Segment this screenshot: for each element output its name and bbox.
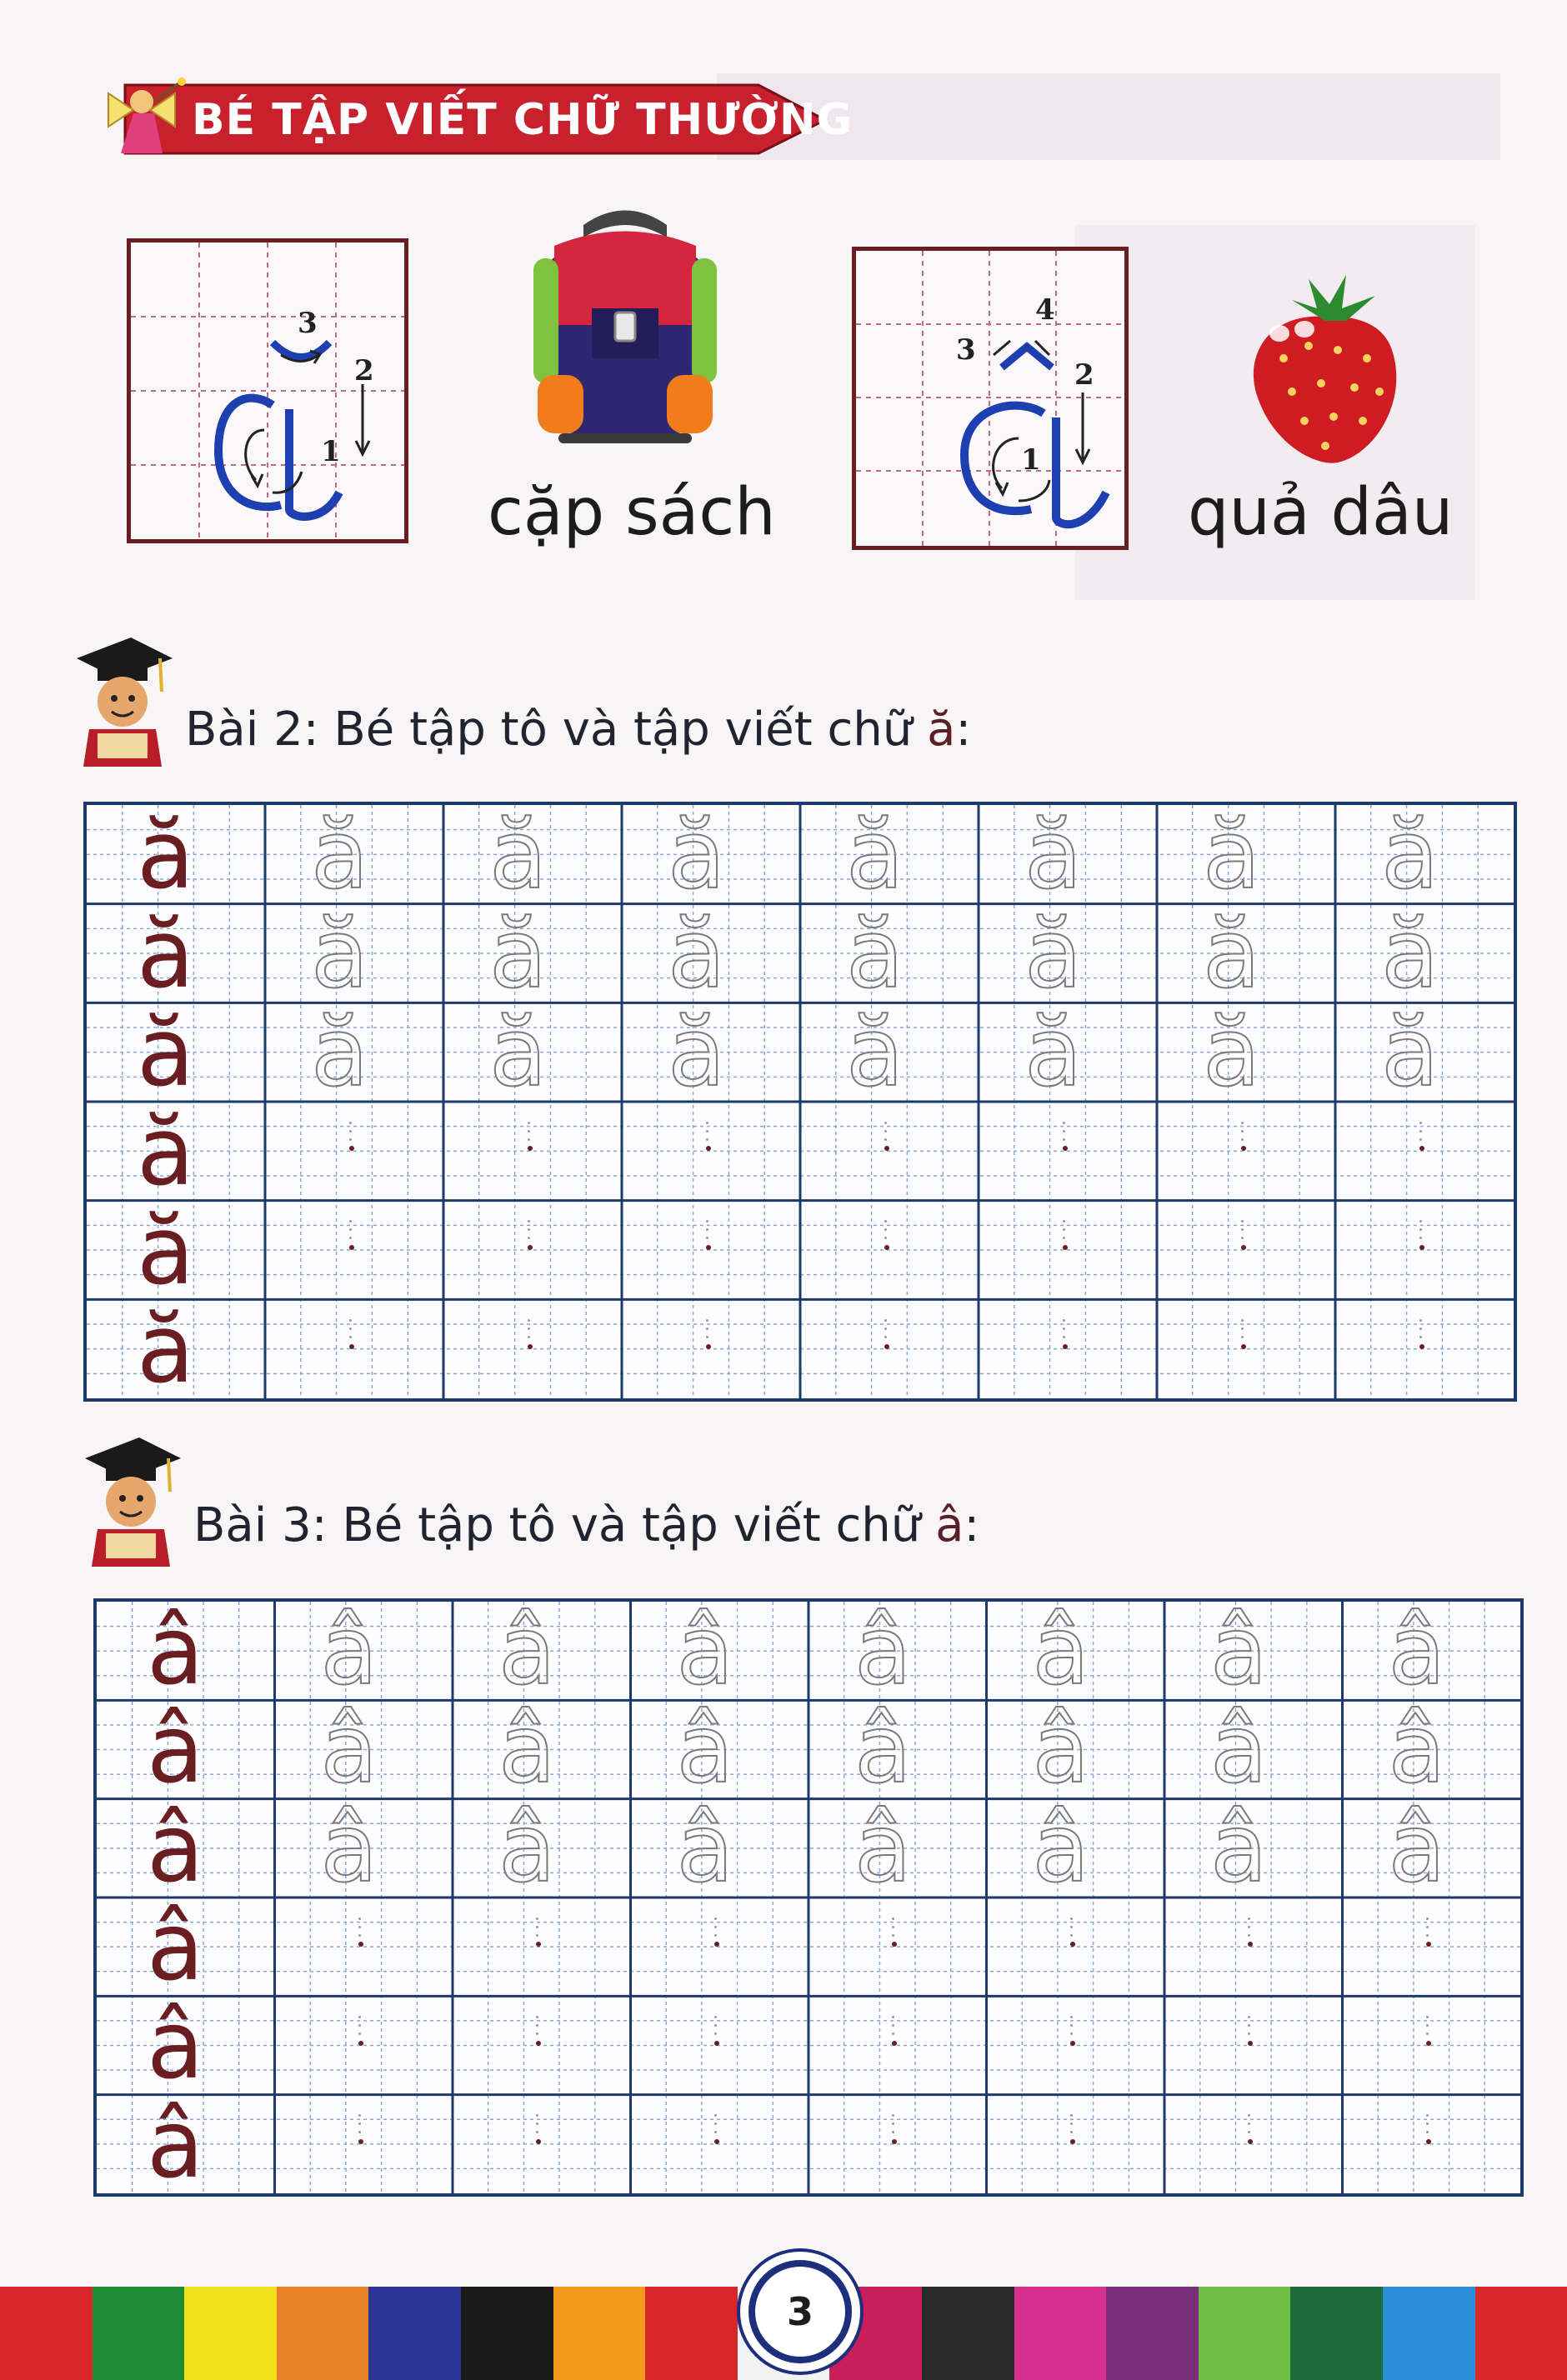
trace-letter[interactable]: â [1388,1696,1446,1805]
trace-letter[interactable]: ă [1381,800,1439,910]
trace-letter[interactable]: â [498,1794,556,1903]
trace-letter[interactable]: ă [668,800,726,910]
guide-dot [884,1319,887,1322]
picture-caption: quả dâu [1188,475,1454,550]
guide-dot [358,2016,361,2018]
guide-dot [706,1138,708,1141]
stroke-guide-diagram [856,251,1124,546]
page-number: 3 [748,2260,852,2363]
stroke-number: 2 [1074,358,1094,392]
guide-dot [349,1328,352,1330]
sample-letter: â [147,1696,204,1805]
guide-dot [1241,1122,1244,1124]
trace-letter[interactable]: ă [311,800,369,910]
start-dot[interactable] [706,1344,711,1349]
exercise-title-text: Bài 2: Bé tập tô và tập viết chữ [185,702,928,757]
guide-dot [1419,1336,1422,1338]
guide-dot [1241,1319,1244,1322]
guide-dot [714,2032,717,2035]
trace-letter[interactable]: â [1210,1598,1268,1706]
start-dot[interactable] [1419,1245,1424,1250]
guide-dot [1070,1934,1073,1937]
guide-dot [1419,1319,1422,1322]
guide-dot [714,1926,717,1928]
guide-dot [1419,1328,1422,1330]
guide-dot [706,1336,708,1338]
start-dot[interactable] [706,1245,711,1250]
guide-dot [884,1328,887,1330]
guide-dot [1241,1138,1244,1141]
guide-dot [1070,2032,1073,2035]
banner-title: BÉ TẬP VIẾT CHỮ THƯỜNG [192,95,854,145]
guide-dot [528,1336,530,1338]
guide-dot [349,1138,352,1141]
start-dot[interactable] [884,1344,889,1349]
start-dot[interactable] [528,1146,533,1151]
trace-letter[interactable]: ă [1381,998,1439,1108]
start-dot[interactable] [1070,2041,1075,2046]
stroke-number: 1 [1021,443,1041,477]
trace-letter[interactable]: ă [668,898,726,1009]
guide-dot [1063,1336,1065,1338]
guide-dot [706,1122,708,1124]
sample-letter: ă [137,1294,195,1405]
trace-letter[interactable]: â [676,1794,734,1903]
trace-letter[interactable]: ă [311,998,369,1108]
guide-dot [1241,1336,1244,1338]
guide-dot [1063,1122,1065,1124]
sample-letter: â [147,1992,204,2101]
start-dot[interactable] [706,1146,711,1151]
guide-dot [1426,2024,1429,2027]
trace-letter[interactable]: ă [1024,898,1083,1009]
guide-dot [1070,2016,1073,2018]
trace-letter[interactable]: â [854,1696,912,1805]
start-dot[interactable] [349,1245,354,1250]
guide-dot [1063,1130,1065,1132]
guide-dot [1063,1328,1065,1330]
start-dot[interactable] [1241,1146,1246,1151]
guide-dot [1426,1926,1429,1928]
guide-dot [714,2024,717,2027]
trace-letter[interactable]: ă [489,800,548,910]
guide-dot [714,2016,717,2018]
guide-dot [706,1328,708,1330]
guide-dot [1070,1918,1073,1920]
trace-letter[interactable]: ă [846,898,904,1009]
writing-grid-lines [87,800,1514,1405]
exercise-title-text: Bài 3: Bé tập tô và tập viết chữ [193,1498,936,1552]
trace-letter[interactable]: ă [846,800,904,910]
strawberry-icon [1242,267,1409,467]
trace-letter[interactable]: â [1032,1696,1090,1805]
page-banner [75,77,854,160]
trace-letter[interactable]: â [498,1598,556,1706]
start-dot[interactable] [1063,1245,1068,1250]
student-icon [77,1433,185,1567]
start-dot[interactable] [1063,1146,1068,1151]
trace-letter[interactable]: ă [489,898,548,1009]
start-dot[interactable] [884,1245,889,1250]
guide-dot [884,1122,887,1124]
sample-letter: â [147,2090,204,2199]
trace-letter[interactable]: ă [1024,800,1083,910]
exercise-3-title [193,1498,979,1552]
sample-letter: ă [137,800,195,910]
trace-letter[interactable]: â [1388,1598,1446,1706]
exercise-2-title [185,702,971,757]
guide-dot [1426,2032,1429,2035]
guide-dot [358,2024,361,2027]
start-dot[interactable] [1241,1245,1246,1250]
guide-dot [1419,1138,1422,1141]
sample-letter: â [147,1794,204,1903]
guide-dot [528,1130,530,1132]
writing-grid-lines [97,1598,1520,2199]
stroke-number: 4 [1035,293,1055,327]
guide-dot [884,1138,887,1141]
guide-dot [706,1130,708,1132]
guide-dot [1241,1130,1244,1132]
guide-dot [1419,1122,1422,1124]
guide-dot [714,1918,717,1920]
guide-dot [358,1934,361,1937]
sample-letter: ă [137,898,195,1009]
guide-dot [528,1328,530,1330]
stroke-guide-a-circumflex [852,247,1129,550]
start-dot[interactable] [884,1146,889,1151]
guide-dot [1419,1130,1422,1132]
exercise-title-suffix: : [955,702,972,757]
trace-letter[interactable]: â [676,1696,734,1805]
guide-dot [528,1138,530,1141]
trace-letter[interactable]: ă [1381,898,1439,1009]
start-dot[interactable] [1070,2139,1075,2144]
trace-letter[interactable]: ă [489,998,548,1108]
trace-letter[interactable]: â [854,1598,912,1706]
writing-grid-exercise-2[interactable] [83,800,1517,1405]
guide-dot [528,1122,530,1124]
trace-letter[interactable]: ă [668,998,726,1108]
guide-dot [349,1319,352,1322]
picture-caption: cặp sách [488,475,776,550]
start-dot[interactable] [1426,2041,1431,2046]
guide-dot [1070,2024,1073,2027]
guide-dot [349,1130,352,1132]
start-dot[interactable] [1426,2139,1431,2144]
start-dot[interactable] [349,1146,354,1151]
exercise-letter: ă [927,702,956,757]
start-dot[interactable] [892,2041,897,2046]
guide-dot [714,1934,717,1937]
stroke-guide-diagram [131,242,404,539]
sample-letter: â [147,1893,204,2002]
trace-letter[interactable]: ă [846,998,904,1108]
guide-dot [1241,1328,1244,1330]
start-dot[interactable] [358,2041,363,2046]
start-dot[interactable] [714,2139,719,2144]
guide-dot [884,1336,887,1338]
stroke-number: 2 [354,354,374,388]
start-dot[interactable] [1419,1344,1424,1349]
sample-letter: ă [137,1195,195,1306]
trace-letter[interactable]: â [1032,1794,1090,1903]
stroke-guide-a-breve [127,238,408,543]
school-bag-icon [525,200,725,450]
trace-letter[interactable]: â [498,1696,556,1805]
start-dot[interactable] [714,2041,719,2046]
start-dot[interactable] [349,1344,354,1349]
guide-dot [358,2032,361,2035]
start-dot[interactable] [536,2041,541,2046]
start-dot[interactable] [528,1344,533,1349]
trace-letter[interactable]: â [1032,1598,1090,1706]
sample-letter: ă [137,1097,195,1207]
trace-letter[interactable]: ă [1203,800,1261,910]
trace-letter[interactable]: ă [311,898,369,1009]
trace-letter[interactable]: â [320,1794,378,1903]
writing-grid-exercise-3[interactable] [93,1598,1524,2197]
trace-letter[interactable]: â [1210,1794,1268,1903]
trace-letter[interactable]: â [320,1696,378,1805]
sample-letter: â [147,1598,204,1706]
stroke-number: 3 [956,333,976,367]
guide-dot [1070,1926,1073,1928]
trace-letter[interactable]: â [1388,1794,1446,1903]
guide-dot [358,1918,361,1920]
start-dot[interactable] [1241,1344,1246,1349]
guide-dot [349,1336,352,1338]
trace-letter[interactable]: ă [1203,898,1261,1009]
guide-dot [358,1926,361,1928]
guide-dot [1426,2016,1429,2018]
trace-letter[interactable]: ă [1203,998,1261,1108]
exercise-title-suffix: : [964,1498,980,1552]
trace-letter[interactable]: â [320,1598,378,1706]
start-dot[interactable] [1248,2041,1253,2046]
start-dot[interactable] [1419,1146,1424,1151]
start-dot[interactable] [528,1245,533,1250]
start-dot[interactable] [1063,1344,1068,1349]
guide-dot [528,1319,530,1322]
stroke-number: 1 [321,435,341,468]
guide-dot [1426,1918,1429,1920]
sample-letter: ă [137,998,195,1108]
stroke-number: 3 [298,307,318,340]
trace-letter[interactable]: â [676,1598,734,1706]
exercise-letter: â [935,1498,964,1552]
student-icon [68,633,177,767]
start-dot[interactable] [358,2139,363,2144]
guide-dot [349,1122,352,1124]
guide-dot [1426,1934,1429,1937]
guide-dot [706,1319,708,1322]
trace-letter[interactable]: ă [1024,998,1083,1108]
guide-dot [1063,1138,1065,1141]
trace-letter[interactable]: â [1210,1696,1268,1805]
guide-dot [884,1130,887,1132]
guide-dot [1063,1319,1065,1322]
trace-letter[interactable]: â [854,1794,912,1903]
